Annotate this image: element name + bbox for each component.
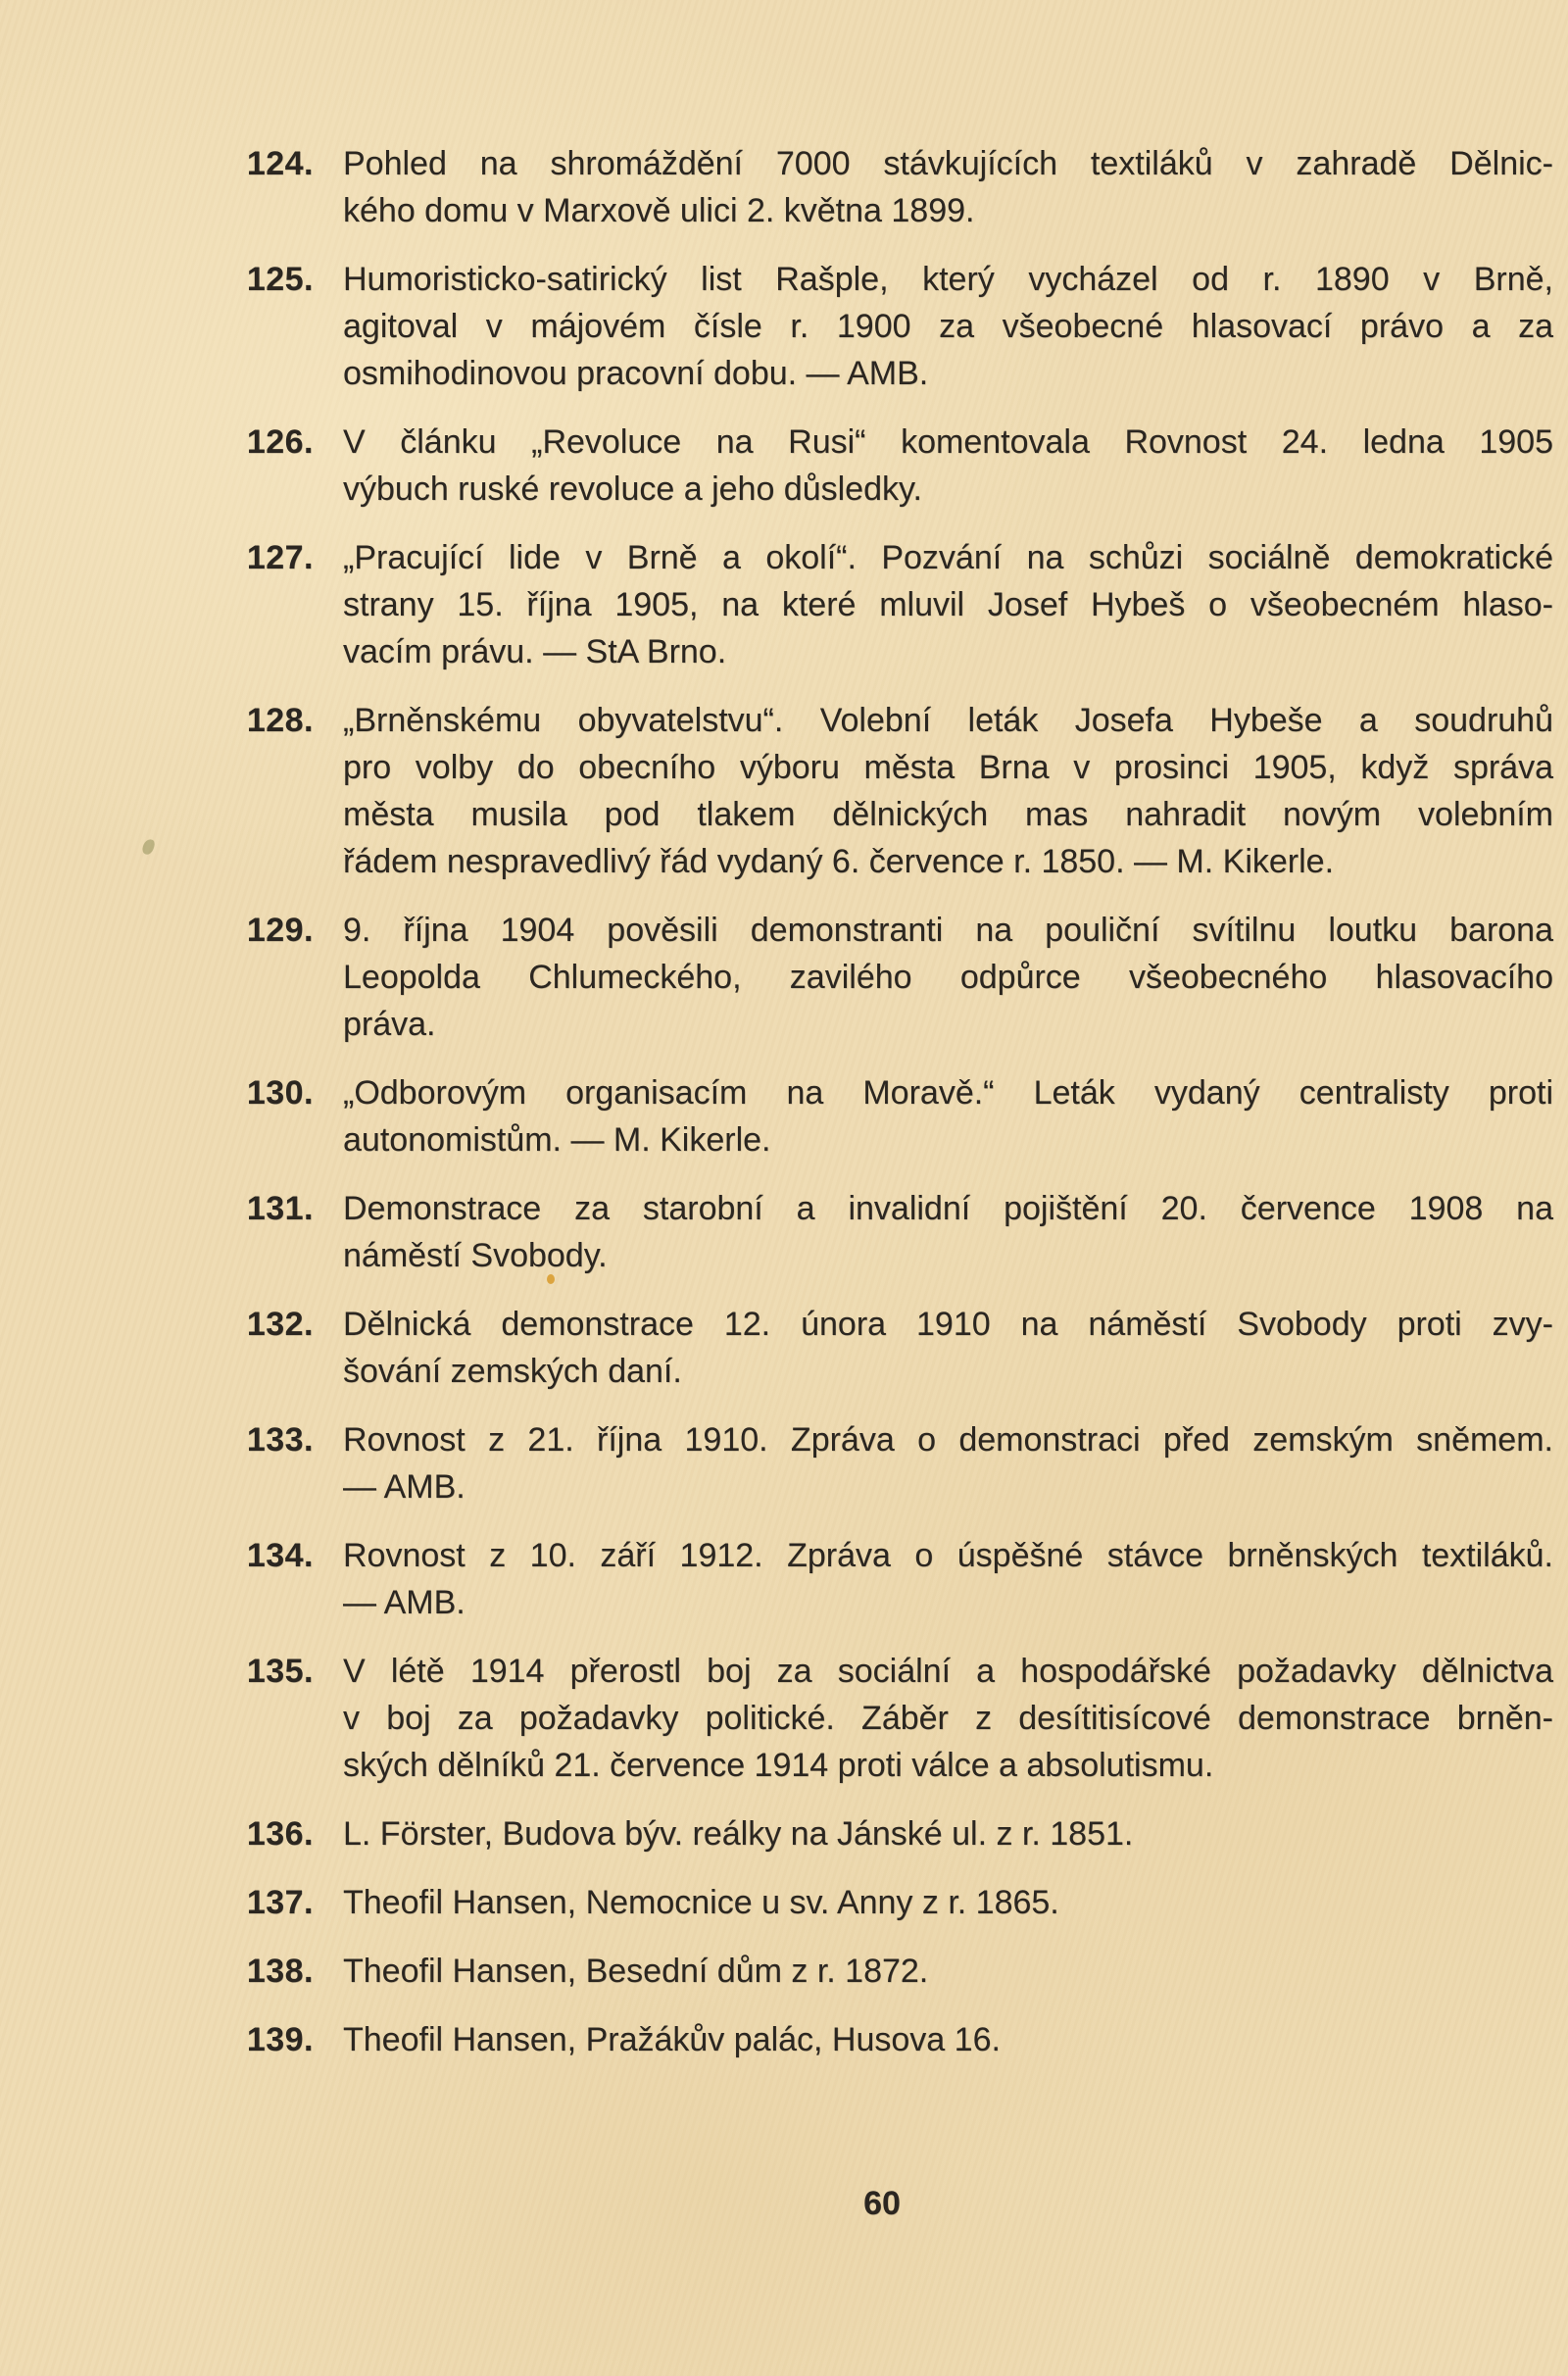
entry-number: 130. — [246, 1074, 314, 1112]
list-item — [0, 1648, 1568, 1789]
list-item — [0, 1069, 1568, 1163]
entry-number: 126. — [246, 423, 314, 461]
entry-number: 135. — [246, 1653, 314, 1690]
entry-number: 124. — [246, 145, 314, 182]
entry-line: Theofil Hansen, Pražákův palác, Husova 16. — [343, 2021, 1001, 2058]
entry-list — [0, 140, 1568, 2085]
entry-text — [343, 419, 1553, 513]
entry-line: města musila pod tlakem dělnických mas nahradit novým volebním — [343, 796, 1553, 833]
entry-line: „Odborovým organisacím na Moravě.“ Leták vydaný centralisty proti — [343, 1074, 1553, 1112]
list-item — [0, 1532, 1568, 1626]
entry-number: 136. — [246, 1815, 314, 1853]
entry-line: Theofil Hansen, Nemocnice u sv. Anny z r. 1865. — [343, 1884, 1059, 1921]
entry-text — [343, 1648, 1553, 1789]
list-item — [0, 140, 1568, 234]
entry-text — [343, 1532, 1553, 1626]
entry-text — [343, 140, 1553, 234]
entry-line: Rovnost z 10. září 1912. Zpráva o úspěšné stávce brněnských textiláků. — [343, 1537, 1553, 1574]
entry-line: řádem nespravedlivý řád vydaný 6. července r. 1850. — M. Kikerle. — [343, 843, 1335, 880]
entry-number: 125. — [246, 261, 314, 298]
entry-line: Dělnická demonstrace 12. února 1910 na náměstí Svobody proti zvy- — [343, 1306, 1553, 1343]
entry-number: 139. — [246, 2021, 314, 2058]
entry-line: Leopolda Chlumeckého, zavilého odpůrce všeobecného hlasovacího — [343, 959, 1553, 996]
entry-line: „Pracující lide v Brně a okolí“. Pozvání na schůzi sociálně demokratické — [343, 539, 1553, 576]
list-item — [0, 2016, 1568, 2063]
entry-text — [343, 256, 1553, 397]
entry-line: „Brněnskému obyvatelstvu“. Volební leták Josefa Hybeše a soudruhů — [343, 702, 1553, 739]
entry-line: Theofil Hansen, Besední dům z r. 1872. — [343, 1953, 929, 1990]
list-item — [0, 1948, 1568, 1995]
list-item — [0, 419, 1568, 513]
entry-number: 137. — [246, 1884, 314, 1921]
entry-number: 134. — [246, 1537, 314, 1574]
entry-number: 132. — [246, 1306, 314, 1343]
entry-text — [343, 1301, 1553, 1395]
entry-line: 9. října 1904 pověsili demonstranti na pouliční svítilnu loutku barona — [343, 912, 1553, 949]
list-item — [0, 1879, 1568, 1926]
entry-line: ských dělníků 21. července 1914 proti válce a absolutismu. — [343, 1747, 1214, 1784]
list-item — [0, 1416, 1568, 1510]
entry-line: Rovnost z 21. října 1910. Zpráva o demonstraci před zemským sněmem. — [343, 1421, 1553, 1459]
entry-line: osmihodinovou pracovní dobu. — AMB. — [343, 355, 929, 392]
list-item — [0, 1301, 1568, 1395]
entry-line: v boj za požadavky politické. Záběr z desítitisícové demonstrace brněn- — [343, 1700, 1553, 1737]
entry-line: pro volby do obecního výboru města Brna v prosinci 1905, když správa — [343, 749, 1553, 786]
entry-text — [343, 907, 1553, 1048]
entry-text — [343, 1810, 1553, 1857]
entry-number: 138. — [246, 1953, 314, 1990]
entry-line: agitoval v májovém čísle r. 1900 za všeobecné hlasovací právo a za — [343, 308, 1553, 345]
entry-line: Humoristicko-satirický list Rašple, který vycházel od r. 1890 v Brně, — [343, 261, 1553, 298]
entry-line: L. Förster, Budova býv. reálky na Jánské ul. z r. 1851. — [343, 1815, 1134, 1853]
entry-text — [343, 1185, 1553, 1279]
entry-text — [343, 2016, 1553, 2063]
list-item — [0, 697, 1568, 885]
entry-number: 133. — [246, 1421, 314, 1459]
entry-line: autonomistům. — M. Kikerle. — [343, 1121, 771, 1159]
entry-text — [343, 1416, 1553, 1510]
page-number: 60 — [863, 2185, 901, 2222]
entry-number: 128. — [246, 702, 314, 739]
entry-line: strany 15. října 1905, na které mluvil Josef Hybeš o všeobecném hlaso- — [343, 586, 1553, 623]
list-item — [0, 1810, 1568, 1857]
entry-line: výbuch ruské revoluce a jeho důsledky. — [343, 470, 922, 508]
entry-line: práva. — [343, 1006, 436, 1043]
list-item — [0, 1185, 1568, 1279]
entry-line: — AMB. — [343, 1468, 466, 1506]
entry-line: šování zemských daní. — [343, 1353, 682, 1390]
entry-text — [343, 534, 1553, 675]
entry-line: V článku „Revoluce na Rusi“ komentovala Rovnost 24. ledna 1905 — [343, 423, 1553, 461]
entry-line: Demonstrace za starobní a invalidní pojištění 20. července 1908 na — [343, 1190, 1553, 1227]
entry-text — [343, 1879, 1553, 1926]
entry-text — [343, 697, 1553, 885]
list-item — [0, 907, 1568, 1048]
entry-line: kého domu v Marxově ulici 2. května 1899. — [343, 192, 975, 229]
entry-line: Pohled na shromáždění 7000 stávkujících textiláků v zahradě Dělnic- — [343, 145, 1553, 182]
entry-number: 127. — [246, 539, 314, 576]
entry-text — [343, 1948, 1553, 1995]
entry-line: V létě 1914 přerostl boj za sociální a hospodářské požadavky dělnictva — [343, 1653, 1553, 1690]
entry-line: náměstí Svobody. — [343, 1237, 608, 1274]
list-item — [0, 534, 1568, 675]
list-item — [0, 256, 1568, 397]
entry-line: vacím právu. — StA Brno. — [343, 633, 727, 670]
entry-line: — AMB. — [343, 1584, 466, 1621]
entry-number: 131. — [246, 1190, 314, 1227]
entry-text — [343, 1069, 1553, 1163]
entry-number: 129. — [246, 912, 314, 949]
